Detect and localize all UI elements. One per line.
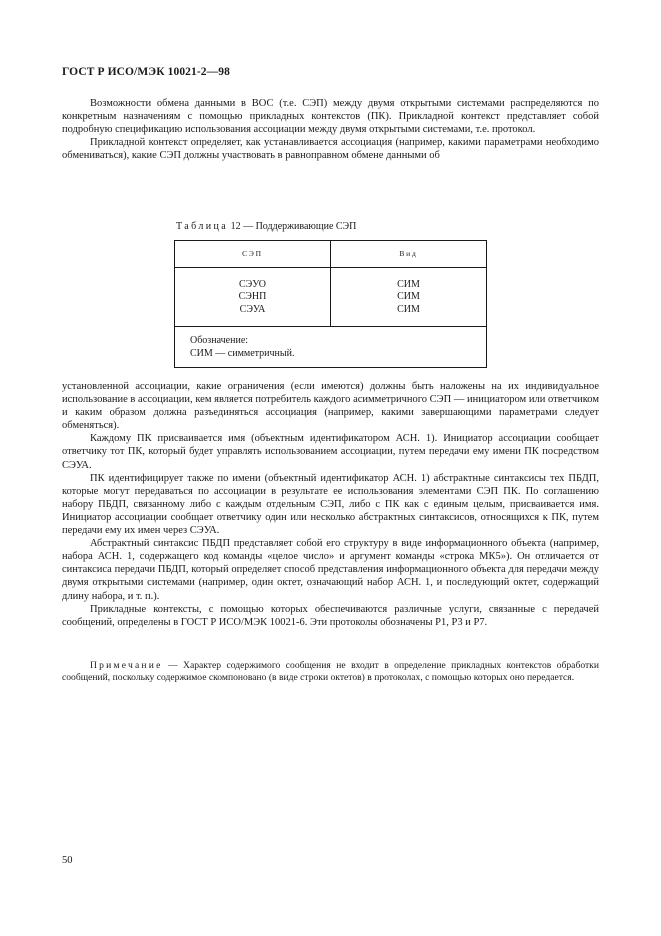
paragraph: Прикладной контекст определяет, как устанавливается ассоциация (например, какими параметрами необходимо обмениваться), какие СЭП должны участвовать в равноправном обмене данными об [62,137,599,162]
table-body-divider [175,326,486,327]
table-caption-title: 12 — Поддерживающие СЭП [230,221,357,232]
note [62,660,599,685]
page-number: 50 [62,855,73,866]
table-caption [176,221,356,232]
body-text [62,380,599,629]
note-label: Примечание [90,660,163,671]
table-header-kind: Вид [399,249,418,258]
table-note [190,335,294,360]
intro-text [62,97,599,162]
table-note-title: Обозначение: [190,335,249,346]
table-cell: СЭУА [239,303,266,315]
paragraph: Возможности обмена данными в ВОС (т.е. СЭП) между двумя открытыми системами распределяются по конкретным назначениям с помощью прикладных контекстов (ПК). Прикладной контекст представляет собой подробную спецификацию использования ассоциации между двумя открытыми системами, т.е. протокол. [62,98,599,136]
paragraph: ПК идентифицирует также по имени (объектный идентификатор АСН. 1) абстрактные синтаксисы тех ПБДП, которые могут передаваться по ассоциации в результате ее использования элементами СЭП ПК. По соглашению набору ПБДП, связанному либо с каждым отдельным СЭП, либо с ПК как с единым целым, присваивается имя. Инициатор ассоциации сообщает ответчику один или несколько абстрактных синтаксисов, относящихся к ПК, путем передачи ему их имен через СЭУА. [62,472,599,537]
table-cell: СЭНП [238,291,267,303]
table-column-sep [175,279,330,316]
note-text: — Характер содержимого сообщения не входит в определение прикладных контекстов обработки сообщений, поскольку содержимое скомпоновано (в виде строки октетов) в протоколах, с помощью которых оно передается. [62,660,599,684]
table-cell: СИМ [397,291,420,303]
paragraph: Каждому ПК присваивается имя (объектным идентификатором АСН. 1). Инициатор ассоциации сообщает ответчику тот ПК, который будет управлять использованием ассоциации, путем передачи ему имени ПК посредством СЭУА. [62,433,599,471]
table-caption-label: Таблица [176,221,229,232]
table-cell: СИМ [397,279,420,290]
table-note-text: СИМ — симметричный. [190,347,295,359]
paragraph: установленной ассоциации, какие ограничения (если имеются) должны быть наложены на их индивидуальное использование в ассоциации, кем является потребитель каждого асимметричного СЭП — инициатором или ответчиком и каким образом должна разъединяться ассоциация (например, какими завершающими параметрами следует обменяться). [62,381,599,432]
table-cell: СИМ [397,303,420,315]
table-supporting-sep [174,240,487,368]
table-column-kind [331,279,486,316]
document-header: ГОСТ Р ИСО/МЭК 10021-2—98 [62,66,230,78]
paragraph: Абстрактный синтаксис ПБДП представляет собой его структуру в виде информационного объекта (например, набора АСН. 1, содержащего код команды «целое число» и аргумент команды «строка МК5»). Он отличается от синтаксиса передачи ПБДП, который определяет способ представления информационного объекта для передачи между двумя открытыми системами (например, один октет, означающий набор АСН. 1, и последующий октет, содержащий длину набора, и т. п.). [62,538,599,602]
paragraph: Прикладные контексты, с помощью которых обеспечиваются различные услуги, связанные с передачей сообщений, определены в ГОСТ Р ИСО/МЭК 10021-6. Эти протоколы обозначены Р1, Р3 и Р7. [62,603,599,628]
table-header-sep: СЭП [242,249,263,258]
table-cell: СЭУО [238,279,267,290]
